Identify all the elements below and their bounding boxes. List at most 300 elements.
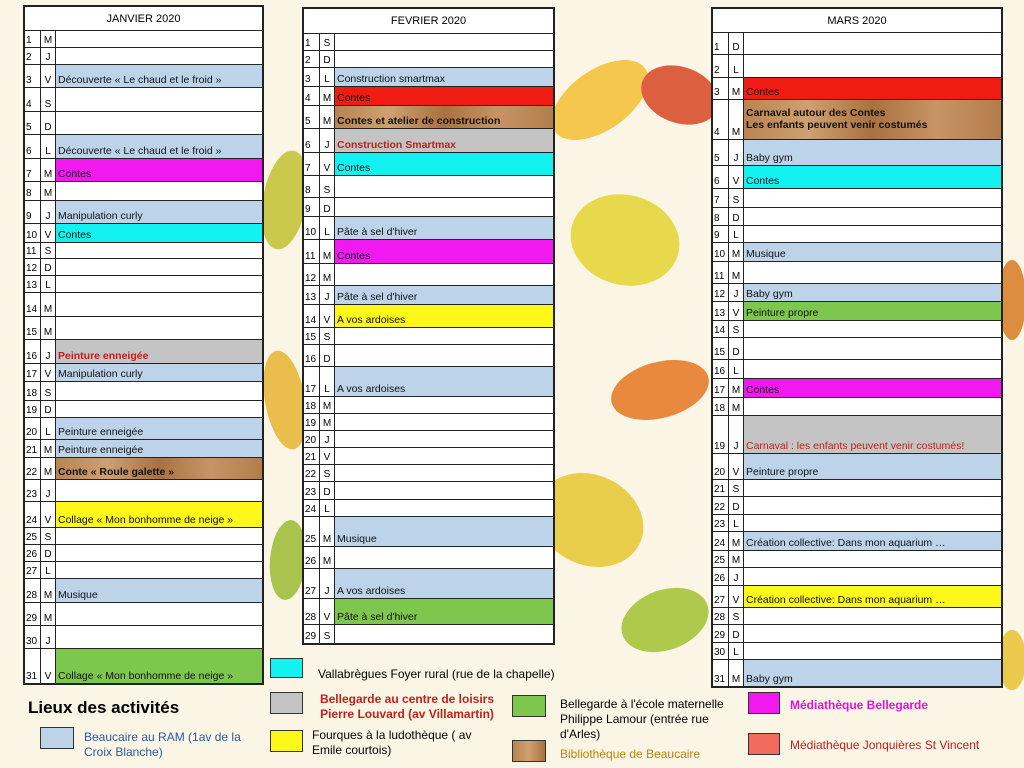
day-row	[304, 34, 553, 51]
activity-cell	[56, 243, 262, 259]
activity-cell	[744, 189, 1001, 207]
day-row	[713, 55, 1001, 77]
day-row	[304, 500, 553, 517]
activity-cell: Baby gym	[744, 284, 1001, 300]
weekday-letter: S	[320, 34, 335, 50]
activity-cell	[335, 625, 553, 643]
weekday-letter: M	[320, 517, 335, 546]
weekday-letter: S	[41, 528, 56, 544]
activity-cell: Musique	[335, 517, 553, 546]
activity-line: Les enfants peuvent venir costumés	[746, 118, 928, 131]
legend-swatch-vallabregues	[270, 658, 303, 678]
activity-cell	[335, 328, 553, 344]
day-row	[25, 293, 262, 316]
weekday-letter: D	[729, 338, 744, 359]
calendar-january	[23, 5, 264, 685]
activity-cell	[744, 338, 1001, 359]
activity-cell	[56, 626, 262, 648]
day-row	[713, 497, 1001, 514]
weekday-letter: D	[41, 545, 56, 561]
activity-cell	[744, 262, 1001, 283]
day-row	[304, 547, 553, 569]
day-row	[304, 397, 553, 414]
day-row	[304, 569, 553, 599]
day-row	[713, 643, 1001, 660]
activity-cell: Contes	[744, 379, 1001, 397]
weekday-letter: S	[729, 608, 744, 624]
day-number: 17	[713, 379, 729, 397]
day-row	[713, 515, 1001, 532]
activity-cell	[335, 482, 553, 498]
day-row	[25, 480, 262, 502]
day-row	[713, 551, 1001, 568]
day-number: 10	[25, 224, 41, 242]
legend-bellegarde-loisirs-line1: Bellegarde au centre de loisirs	[319, 692, 495, 706]
day-row	[304, 51, 553, 68]
weekday-letter: D	[41, 259, 56, 275]
legend-vallabregues: Vallabrègues Foyer rural (rue de la chapelle)	[318, 667, 555, 681]
day-number: 4	[304, 87, 320, 105]
day-number: 18	[713, 398, 729, 414]
weekday-letter: J	[729, 416, 744, 454]
activity-cell	[744, 551, 1001, 567]
day-number: 10	[304, 217, 320, 240]
day-number: 2	[713, 55, 729, 76]
activity-cell	[56, 545, 262, 561]
activity-cell: Baby gym	[744, 660, 1001, 686]
activity-cell	[744, 398, 1001, 414]
activity-cell: Contes	[744, 166, 1001, 189]
day-number: 7	[25, 159, 41, 181]
day-number: 8	[25, 182, 41, 200]
weekday-letter: V	[320, 305, 335, 328]
weekday-letter: D	[320, 51, 335, 67]
day-number: 25	[25, 528, 41, 544]
day-number: 12	[304, 264, 320, 285]
weekday-letter: M	[320, 414, 335, 430]
weekday-letter: L	[41, 135, 56, 157]
day-row	[25, 182, 262, 201]
day-number: 13	[713, 302, 729, 320]
weekday-letter: S	[41, 243, 56, 259]
weekday-letter: S	[320, 465, 335, 481]
day-number: 20	[304, 431, 320, 447]
legend-swatch-bellegarde-maternelle	[512, 695, 546, 717]
weekday-letter: D	[729, 625, 744, 641]
activity-cell	[335, 465, 553, 481]
day-number: 9	[304, 198, 320, 216]
day-number: 26	[713, 568, 729, 584]
legend-mediatheque-bellegarde: Médiathèque Bellegarde	[790, 698, 929, 712]
weekday-letter: M	[320, 264, 335, 285]
day-number: 4	[25, 88, 41, 110]
activity-cell: Contes	[744, 78, 1001, 99]
day-row	[713, 568, 1001, 585]
day-number: 22	[25, 458, 41, 479]
day-number: 27	[304, 569, 320, 598]
day-row	[713, 284, 1001, 301]
weekday-letter: M	[41, 293, 56, 315]
weekday-letter: J	[41, 201, 56, 223]
day-row	[304, 517, 553, 547]
activity-cell	[335, 431, 553, 447]
day-number: 30	[713, 643, 729, 659]
activity-cell	[56, 293, 262, 315]
weekday-letter: V	[729, 586, 744, 607]
weekday-letter: J	[41, 48, 56, 64]
day-row	[713, 586, 1001, 608]
weekday-letter: L	[41, 418, 56, 439]
day-number: 6	[25, 135, 41, 157]
weekday-letter: L	[41, 276, 56, 292]
activity-line: Carnaval autour des Contes	[746, 106, 886, 119]
weekday-letter: M	[320, 547, 335, 568]
activity-cell	[56, 31, 262, 47]
weekday-letter: L	[320, 68, 335, 86]
month-title: MARS 2020	[713, 9, 1001, 33]
weekday-letter: L	[729, 226, 744, 242]
legend-swatch-bibliotheque	[512, 740, 546, 762]
weekday-letter: S	[729, 480, 744, 496]
day-number: 8	[713, 208, 729, 224]
weekday-letter: J	[41, 340, 56, 362]
activity-cell: Collage « Mon bonhomme de neige »	[56, 502, 262, 528]
day-row	[304, 328, 553, 345]
activity-cell: Contes	[335, 240, 553, 263]
activity-cell	[56, 562, 262, 578]
day-number: 24	[25, 502, 41, 528]
day-number: 26	[304, 547, 320, 568]
activity-cell: Pâte à sel d'hiver	[335, 599, 553, 625]
day-row	[713, 33, 1001, 55]
day-rows	[304, 34, 553, 643]
day-row	[25, 65, 262, 88]
day-number: 10	[713, 243, 729, 261]
day-number: 27	[25, 562, 41, 578]
day-row	[713, 480, 1001, 497]
activity-cell: Contes	[56, 159, 262, 181]
day-number: 29	[25, 603, 41, 625]
legend-fourques: Fourques à la ludothèque ( av Emile courtois)	[312, 728, 472, 757]
day-number: 25	[304, 517, 320, 546]
weekday-letter: M	[41, 159, 56, 181]
day-number: 14	[304, 305, 320, 328]
day-row	[304, 345, 553, 367]
day-row	[713, 100, 1001, 140]
weekday-letter: D	[320, 345, 335, 366]
day-number: 11	[25, 243, 41, 259]
weekday-letter: M	[41, 579, 56, 601]
day-number: 1	[713, 33, 729, 54]
weekday-letter: M	[729, 243, 744, 261]
weekday-letter: M	[729, 532, 744, 550]
activity-cell	[56, 259, 262, 275]
day-row	[304, 106, 553, 130]
weekday-letter: L	[320, 217, 335, 240]
day-number: 14	[713, 321, 729, 337]
weekday-letter: S	[320, 328, 335, 344]
activity-cell: Manipulation curly	[56, 201, 262, 223]
day-number: 19	[713, 416, 729, 454]
weekday-letter: L	[320, 500, 335, 516]
activity-cell	[335, 414, 553, 430]
weekday-letter: M	[729, 551, 744, 567]
day-row	[25, 649, 262, 683]
day-number: 9	[25, 201, 41, 223]
activity-cell: Pâte à sel d'hiver	[335, 217, 553, 240]
activity-cell	[335, 176, 553, 197]
day-number: 30	[25, 626, 41, 648]
day-number: 16	[304, 345, 320, 366]
day-number: 16	[25, 340, 41, 362]
weekday-letter: M	[320, 106, 335, 129]
day-row	[713, 243, 1001, 262]
weekday-letter: M	[320, 240, 335, 263]
activity-cell	[744, 208, 1001, 224]
day-number: 23	[25, 480, 41, 501]
day-number: 31	[713, 660, 729, 686]
day-number: 26	[25, 545, 41, 561]
month-title: FEVRIER 2020	[304, 9, 553, 34]
activity-cell	[744, 33, 1001, 54]
day-row	[713, 321, 1001, 338]
day-number: 2	[25, 48, 41, 64]
activity-cell	[744, 608, 1001, 624]
legend-title: Lieux des activités	[28, 698, 180, 717]
day-row	[25, 458, 262, 480]
activity-cell	[744, 360, 1001, 378]
day-row	[25, 201, 262, 224]
day-row	[713, 379, 1001, 398]
day-number: 23	[713, 515, 729, 531]
activity-cell	[335, 547, 553, 568]
legend-bellegarde-loisirs	[312, 692, 502, 722]
day-row	[304, 68, 553, 87]
activity-cell: Peinture propre	[744, 302, 1001, 320]
weekday-letter: J	[320, 569, 335, 598]
activity-cell	[744, 55, 1001, 76]
activity-cell	[56, 112, 262, 134]
activity-cell: Découverte « Le chaud et le froid »	[56, 135, 262, 157]
activity-cell	[744, 226, 1001, 242]
day-row	[713, 140, 1001, 166]
weekday-letter: M	[41, 31, 56, 47]
day-number: 3	[304, 68, 320, 86]
day-row	[25, 545, 262, 562]
activity-cell: Contes	[56, 224, 262, 242]
weekday-letter: D	[729, 33, 744, 54]
activity-cell	[56, 88, 262, 110]
calendar-february	[302, 7, 555, 645]
day-row	[713, 360, 1001, 379]
weekday-letter: L	[320, 367, 335, 396]
weekday-letter: V	[41, 649, 56, 683]
weekday-letter: S	[320, 176, 335, 197]
day-number: 1	[304, 34, 320, 50]
day-row	[304, 367, 553, 397]
activity-cell	[335, 345, 553, 366]
activity-cell: Construction smartmax	[335, 68, 553, 86]
day-number: 24	[713, 532, 729, 550]
weekday-letter: V	[729, 166, 744, 189]
weekday-letter: L	[729, 360, 744, 378]
day-row	[304, 305, 553, 329]
day-number: 5	[713, 140, 729, 165]
activity-cell	[335, 264, 553, 285]
day-row	[25, 579, 262, 602]
day-number: 4	[713, 100, 729, 139]
day-row	[713, 416, 1001, 455]
day-row	[713, 189, 1001, 208]
weekday-letter: M	[41, 182, 56, 200]
day-row	[25, 528, 262, 545]
weekday-letter: S	[320, 625, 335, 643]
weekday-letter: J	[729, 568, 744, 584]
day-number: 29	[713, 625, 729, 641]
day-number: 22	[304, 465, 320, 481]
activity-cell: Baby gym	[744, 140, 1001, 165]
day-row	[304, 129, 553, 153]
day-number: 19	[304, 414, 320, 430]
weekday-letter: M	[729, 398, 744, 414]
weekday-letter: M	[320, 397, 335, 413]
day-row	[713, 302, 1001, 321]
activity-cell	[56, 603, 262, 625]
activity-cell	[744, 643, 1001, 659]
activity-cell: Musique	[744, 243, 1001, 261]
weekday-letter: V	[41, 224, 56, 242]
weekday-letter: M	[41, 458, 56, 479]
day-row	[713, 166, 1001, 190]
day-number: 13	[25, 276, 41, 292]
day-number: 11	[713, 262, 729, 283]
day-row	[304, 217, 553, 241]
weekday-letter: M	[729, 262, 744, 283]
day-row	[304, 87, 553, 106]
weekday-letter: L	[729, 515, 744, 531]
weekday-letter: J	[41, 480, 56, 501]
weekday-letter: D	[320, 482, 335, 498]
weekday-letter: M	[41, 317, 56, 339]
legend-ram: Beaucaire au RAM (1av de la Croix Blanche)	[84, 730, 241, 759]
day-number: 28	[25, 579, 41, 601]
activity-cell	[744, 480, 1001, 496]
day-row	[304, 198, 553, 217]
day-row	[304, 431, 553, 448]
leaf-decoration	[612, 576, 717, 663]
weekday-letter: J	[729, 284, 744, 300]
day-number: 25	[713, 551, 729, 567]
day-row	[25, 112, 262, 135]
weekday-letter: S	[41, 382, 56, 400]
day-number: 27	[713, 586, 729, 607]
day-number: 15	[304, 328, 320, 344]
leaf-decoration	[604, 350, 715, 430]
day-row	[713, 78, 1001, 100]
weekday-letter: V	[320, 153, 335, 176]
activity-cell: Peinture propre	[744, 454, 1001, 479]
weekday-letter: M	[729, 379, 744, 397]
day-number: 17	[25, 364, 41, 382]
day-number: 15	[25, 317, 41, 339]
day-number: 28	[304, 599, 320, 625]
day-row	[25, 364, 262, 383]
activity-cell	[335, 500, 553, 516]
weekday-letter: V	[729, 454, 744, 479]
day-number: 21	[25, 440, 41, 458]
day-row	[304, 625, 553, 643]
activity-cell: Carnaval : les enfants peuvent venir costumés!	[744, 416, 1001, 454]
activity-cell	[744, 100, 1001, 139]
day-row	[713, 338, 1001, 360]
day-row	[25, 31, 262, 48]
weekday-letter: J	[729, 140, 744, 165]
day-row	[25, 48, 262, 65]
weekday-letter: S	[729, 321, 744, 337]
day-row	[25, 159, 262, 182]
day-number: 12	[713, 284, 729, 300]
activity-cell: A vos ardoises	[335, 305, 553, 328]
weekday-letter: L	[729, 643, 744, 659]
day-number: 31	[25, 649, 41, 683]
day-number: 13	[304, 286, 320, 304]
day-row	[304, 240, 553, 264]
day-number: 22	[713, 497, 729, 513]
legend-swatch-bellegarde-loisirs	[270, 692, 303, 714]
weekday-letter: V	[41, 364, 56, 382]
day-number: 18	[25, 382, 41, 400]
activity-cell: Musique	[56, 579, 262, 601]
weekday-letter: V	[320, 599, 335, 625]
weekday-letter: D	[320, 198, 335, 216]
day-number: 1	[25, 31, 41, 47]
day-row	[304, 465, 553, 482]
day-number: 16	[713, 360, 729, 378]
day-row	[25, 88, 262, 111]
day-number: 12	[25, 259, 41, 275]
day-row	[713, 226, 1001, 243]
day-number: 7	[304, 153, 320, 176]
legend-swatch-mediatheque-bellegarde	[748, 692, 780, 714]
day-row	[713, 454, 1001, 480]
day-number: 18	[304, 397, 320, 413]
legend-bibliotheque: Bibliothèque de Beaucaire	[560, 747, 701, 761]
day-row	[25, 502, 262, 529]
day-row	[713, 208, 1001, 225]
day-row	[713, 532, 1001, 551]
activity-cell	[56, 528, 262, 544]
activity-cell: Peinture enneigée	[56, 440, 262, 458]
activity-cell	[56, 48, 262, 64]
activity-cell	[56, 182, 262, 200]
legend-swatch-ram	[40, 727, 74, 749]
weekday-letter: M	[320, 87, 335, 105]
day-number: 9	[713, 226, 729, 242]
day-row	[713, 625, 1001, 642]
day-row	[25, 626, 262, 649]
weekday-letter: D	[41, 112, 56, 134]
day-number: 19	[25, 401, 41, 417]
activity-cell: A vos ardoises	[335, 367, 553, 396]
day-row	[25, 259, 262, 276]
leaf-decoration	[560, 182, 690, 297]
activity-cell: Manipulation curly	[56, 364, 262, 382]
activity-cell: A vos ardoises	[335, 569, 553, 598]
weekday-letter: D	[41, 401, 56, 417]
activity-cell: Peinture enneigée	[56, 340, 262, 362]
day-row	[304, 448, 553, 465]
activity-cell	[56, 401, 262, 417]
